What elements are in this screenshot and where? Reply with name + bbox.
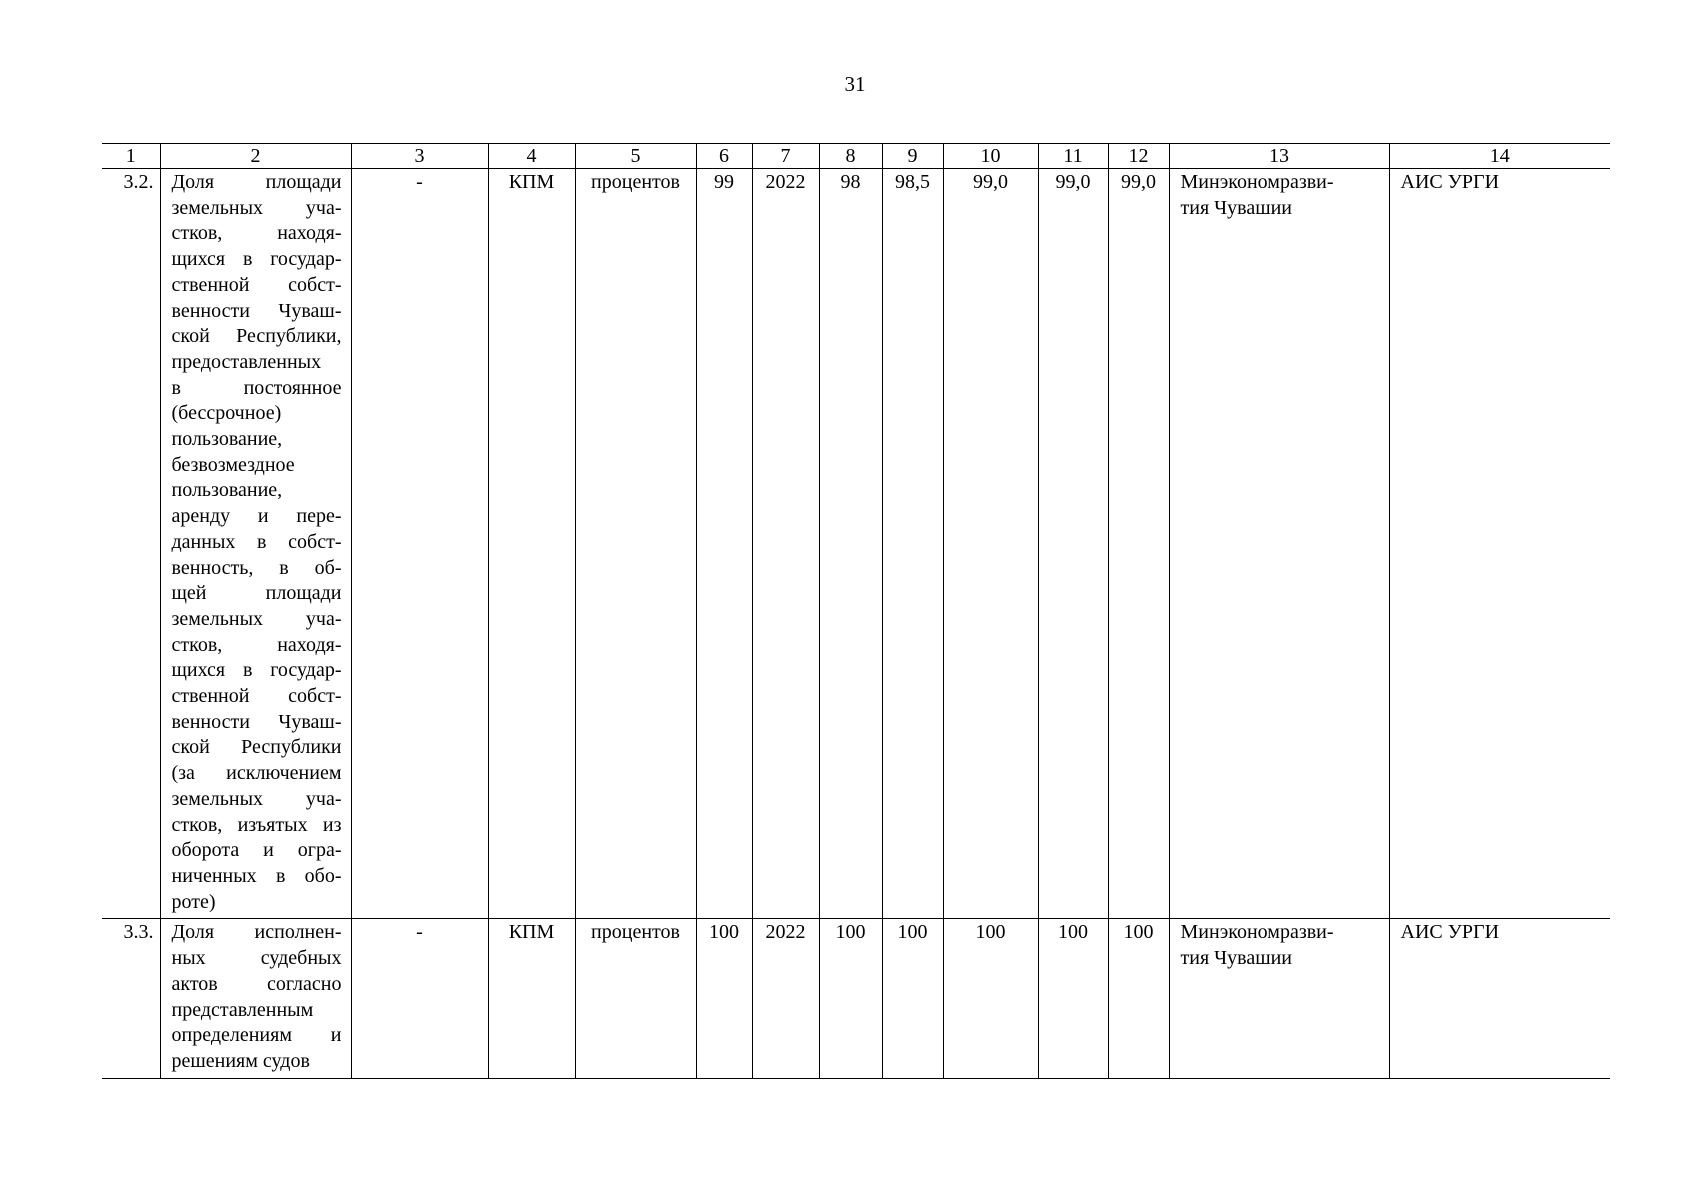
unit-value: процентов	[575, 169, 696, 919]
indicator-name-line: ных судебных	[171, 947, 342, 970]
indicator-name-line: (бессрочное)	[171, 402, 282, 425]
indicator-name-line: ской Республики,	[171, 325, 342, 348]
indicator-name-line: в постоянное	[171, 376, 342, 399]
responsible-org-line: Минэкономразви-	[1180, 171, 1334, 193]
column-number-header: 5	[575, 144, 696, 169]
value-col11: 99,0	[1038, 169, 1108, 919]
indicator-name-line: представленным	[171, 998, 314, 1021]
responsible-org	[1169, 169, 1389, 919]
indicator-name-line: ственной собст-	[171, 273, 342, 296]
indicator-name-line: пользование,	[171, 428, 283, 451]
indicator-name-line: Доля исполнен-	[171, 921, 342, 944]
indicator-name-line: ниченных в обо-	[171, 864, 342, 887]
indicator-name-line: данных в собст-	[171, 530, 342, 553]
indicator-name-line: венность, в об-	[171, 556, 342, 579]
value-col8: 98	[819, 169, 882, 919]
base-value: 99	[696, 169, 752, 919]
indicator-name-line: роте)	[171, 890, 216, 913]
value-col10: 100	[943, 919, 1038, 1078]
header-row	[102, 144, 1610, 169]
column-number-header: 7	[752, 144, 819, 169]
base-year: 2022	[752, 919, 819, 1078]
indicator-name-line: щей площади	[171, 582, 342, 605]
column-number-header: 4	[488, 144, 575, 169]
indicator-name-line: земельных уча-	[171, 787, 342, 810]
indicator-name-line: щихся в государ-	[171, 659, 342, 682]
table-row	[102, 169, 1610, 919]
indicator-name-line: земельных уча-	[171, 607, 342, 630]
page-number: 31	[844, 72, 866, 96]
column-number-header: 3	[351, 144, 488, 169]
column-number-header: 12	[1108, 144, 1169, 169]
indicator-name-line: Доля площади	[171, 171, 342, 193]
info-system: АИС УРГИ	[1389, 169, 1610, 919]
column-number-header: 9	[882, 144, 943, 169]
info-system: АИС УРГИ	[1389, 919, 1610, 1078]
indicator-name-line: стков, находя-	[171, 633, 342, 656]
column-number-header: 8	[819, 144, 882, 169]
base-year: 2022	[752, 169, 819, 919]
indicator-name	[160, 169, 351, 919]
column-number-header: 11	[1038, 144, 1108, 169]
column-number-header: 14	[1389, 144, 1610, 169]
base-value: 100	[696, 919, 752, 1078]
unit-value: процентов	[575, 919, 696, 1078]
column-number-header: 1	[102, 144, 160, 169]
responsible-org-line: тия Чувашии	[1180, 196, 1293, 219]
table-row	[102, 919, 1610, 1078]
indicator-name-line: безвозмездное	[171, 453, 295, 476]
column-number-header: 10	[943, 144, 1038, 169]
indicator-name-line: определениям и	[171, 1024, 342, 1047]
indicator-name-line: пользование,	[171, 479, 283, 502]
indicator-name-line: оборота и огра-	[171, 839, 342, 862]
value-col12: 100	[1108, 919, 1169, 1078]
indicator-name-line: венности Чуваш-	[171, 710, 342, 733]
column-number-header: 2	[160, 144, 351, 169]
col3-value: -	[351, 919, 488, 1078]
col3-value: -	[351, 169, 488, 919]
indicator-name-line: предоставленных	[171, 350, 322, 373]
indicator-name-line: щихся в государ-	[171, 248, 342, 271]
value-col9: 98,5	[882, 169, 943, 919]
col4-value: КПМ	[488, 169, 575, 919]
indicator-name-line: актов согласно	[171, 972, 342, 995]
value-col9: 100	[882, 919, 943, 1078]
indicator-name	[160, 919, 351, 1078]
indicator-name-line: венности Чуваш-	[171, 299, 342, 322]
indicator-name-line: ственной собст-	[171, 685, 342, 708]
value-col10: 99,0	[943, 169, 1038, 919]
indicator-name-line: решениям судов	[171, 1049, 310, 1072]
indicator-name-line: аренду и пере-	[171, 505, 342, 528]
column-number-header: 6	[696, 144, 752, 169]
indicator-name-line: (за исключением	[171, 762, 342, 785]
value-col8: 100	[819, 919, 882, 1078]
row-number: 3.2.	[102, 169, 160, 919]
row-number: 3.3.	[102, 919, 160, 1078]
value-col11: 100	[1038, 919, 1108, 1078]
col4-value: КПМ	[488, 919, 575, 1078]
indicator-name-line: стков, изъятых из	[171, 813, 342, 836]
responsible-org-line: тия Чувашии	[1180, 947, 1293, 970]
indicator-name-line: стков, находя-	[171, 222, 342, 245]
value-col12: 99,0	[1108, 169, 1169, 919]
responsible-org	[1169, 919, 1389, 1078]
column-number-header: 13	[1169, 144, 1389, 169]
indicator-name-line: земельных уча-	[171, 196, 342, 219]
indicator-name-line: ской Республики	[171, 736, 342, 759]
responsible-org-line: Минэкономразви-	[1180, 921, 1334, 944]
indicators-table	[102, 143, 1610, 1079]
